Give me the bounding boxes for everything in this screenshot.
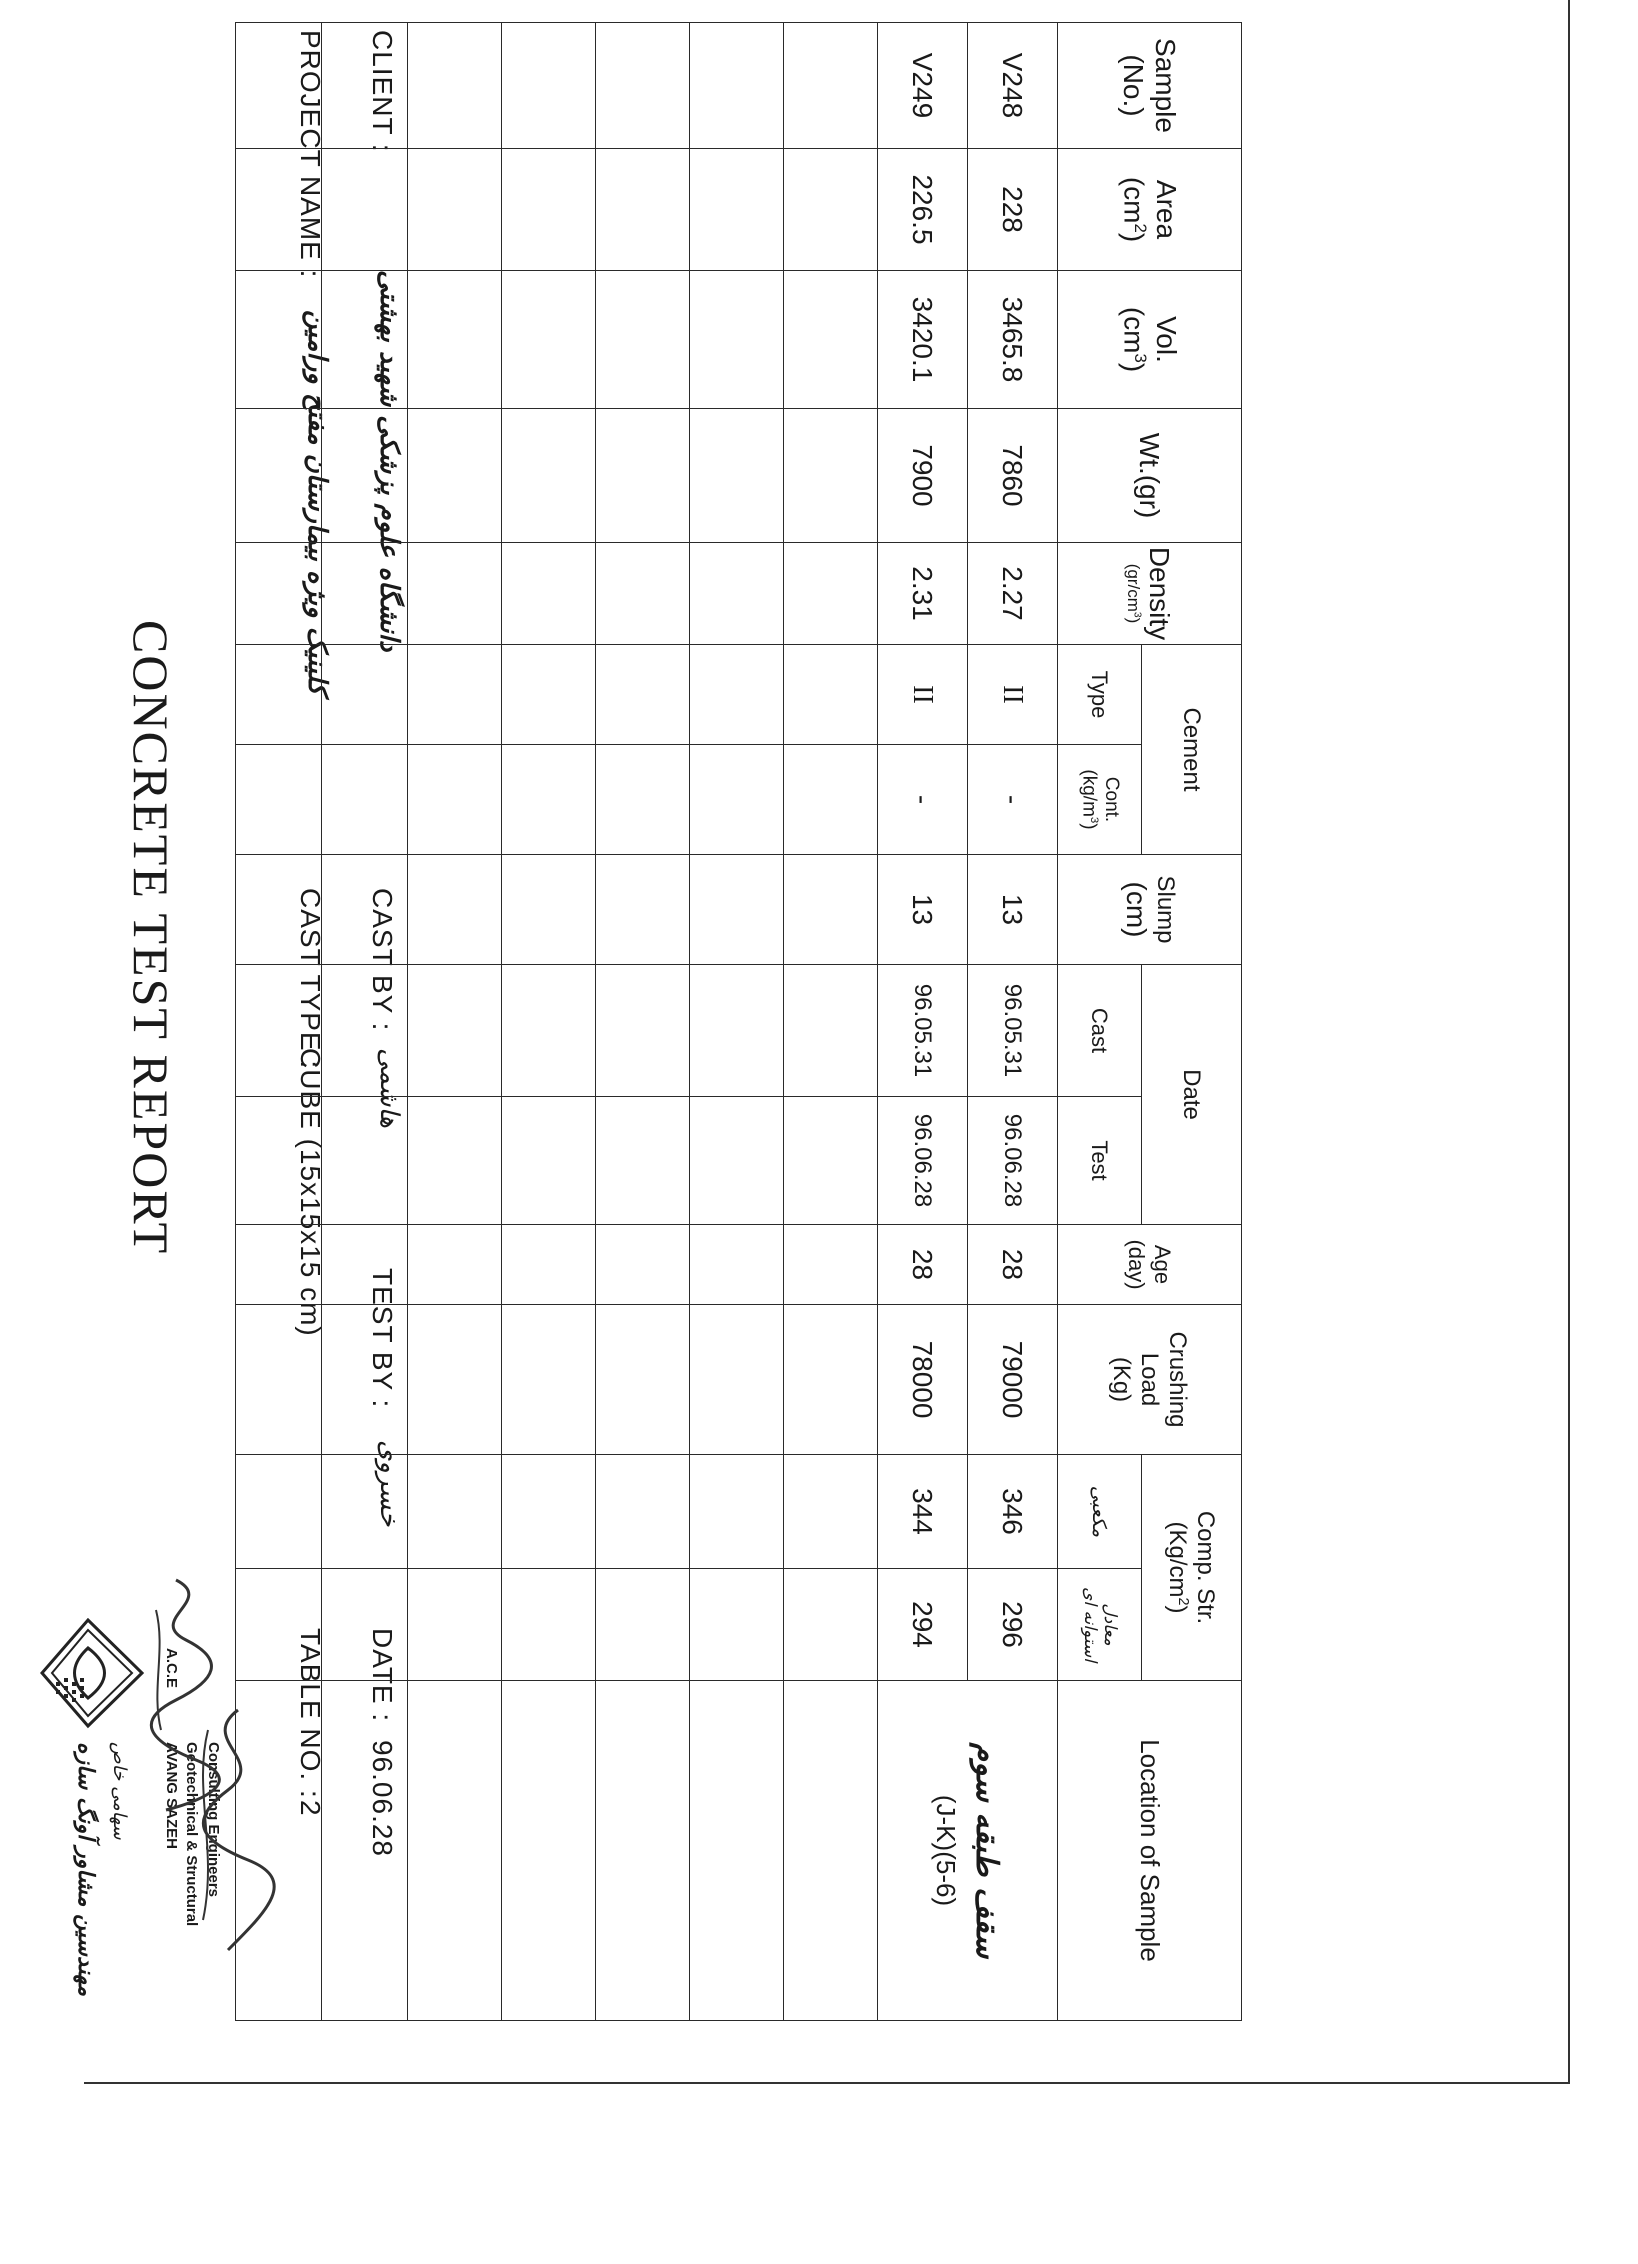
header-location: Location of Sample [1058, 1681, 1242, 2021]
company-line3: Consulting Engineers [205, 1742, 222, 1898]
header-age: Age (day) [1058, 1225, 1242, 1305]
cell-date-cast: 96.05.31 [968, 965, 1058, 1097]
cell-age: 28 [968, 1225, 1058, 1305]
table-header-row-top [1142, 23, 1242, 2021]
company-line2: Geotechnical & Structural [183, 1742, 200, 1927]
company-name-en: AVANG SAZEH [163, 1742, 180, 1849]
table-no-value: 2 [295, 1800, 326, 1817]
header-sample: Sample (No.) [1058, 23, 1242, 149]
cell-cement-cont: - [968, 745, 1058, 855]
cell-location: سقف طبقه سوم (J-K)(5-6) [878, 1681, 1058, 2021]
header-density: Density $(gr/cm^3)$ [1058, 543, 1242, 645]
cell-sample: V248 [968, 23, 1058, 149]
client-label: CLIENT : [367, 30, 398, 153]
cell-load: 79000 [968, 1305, 1058, 1455]
company-abbr: A.C.E [163, 1648, 180, 1689]
cell-density: 2.31 [878, 543, 968, 645]
header-wt: Wt.(gr) [1058, 409, 1242, 543]
header-date-test: Test [1058, 1097, 1142, 1225]
cell-comp-cylinder: 296 [968, 1569, 1058, 1681]
test-by-value: خسروی [374, 1440, 404, 1527]
cell-age: 28 [878, 1225, 968, 1305]
cell-date-test: 96.06.28 [968, 1097, 1058, 1225]
cast-type-label: CAST TYPE : [295, 888, 326, 1070]
cell-wt: 7860 [968, 409, 1058, 543]
cell-date-cast: 96.05.31 [878, 965, 968, 1097]
cell-comp-cube: 346 [968, 1455, 1058, 1569]
project-label: PROJECT NAME : [295, 30, 326, 279]
project-value: کلینیک ویژه بیمارستان مفتح ورامین [302, 310, 332, 695]
header-comp-cylinder: معادل استوانه ای [1058, 1569, 1142, 1681]
cell-slump: 13 [968, 855, 1058, 965]
cell-area: 228 [968, 149, 1058, 271]
cell-sample: V249 [878, 23, 968, 149]
header-vol: Vol. $(cm^3)$ [1058, 271, 1242, 409]
cell-slump: 13 [878, 855, 968, 965]
cell-vol: 3465.8 [968, 271, 1058, 409]
table-row-empty [690, 23, 784, 2021]
header-cement: Cement [1142, 645, 1242, 855]
table-row-empty [502, 23, 596, 2021]
header-cement-type: Type [1058, 645, 1142, 745]
report-title: CONCRETE TEST REPORT [123, 620, 179, 1256]
header-comp-str: Comp. Str. $(Kg/cm^2)$ [1142, 1455, 1242, 1681]
cell-comp-cylinder: 294 [878, 1569, 968, 1681]
table-row-empty [784, 23, 878, 2021]
date-value: 96.06.28 [367, 1740, 398, 1857]
header-area: Area $(cm^2)$ [1058, 149, 1242, 271]
cell-cement-cont: - [878, 745, 968, 855]
header-slump: Slump (cm) [1058, 855, 1242, 965]
cast-type-value: CUBE (15x15x15 cm) [295, 1048, 326, 1337]
test-by-label: TEST BY : [367, 1268, 398, 1409]
company-subtitle-fa: سهامی خاص [109, 1742, 130, 1840]
cell-vol: 3420.1 [878, 271, 968, 409]
cell-density: 2.27 [968, 543, 1058, 645]
cast-by-value: هاشمی [374, 1048, 404, 1129]
header-date-cast: Cast [1058, 965, 1142, 1097]
table-row-empty [322, 23, 408, 2021]
header-crushing: Crushing Load (Kg) [1058, 1305, 1242, 1455]
table-no-label: TABLE NO. : [295, 1628, 326, 1799]
header-comp-cube: مکعبی [1058, 1455, 1142, 1569]
client-value: دانشگاه علوم پزشکی شهید بهشتی [374, 270, 404, 652]
header-date: Date [1142, 965, 1242, 1225]
cast-by-label: CAST BY : [367, 888, 398, 1032]
signature-mark [178, 1700, 288, 1960]
table-row [968, 23, 1058, 2021]
cell-date-test: 96.06.28 [878, 1097, 968, 1225]
cell-load: 78000 [878, 1305, 968, 1455]
table-row-empty [408, 23, 502, 2021]
cell-comp-cube: 344 [878, 1455, 968, 1569]
table-row-empty [596, 23, 690, 2021]
test-results-table [235, 22, 1242, 2021]
cell-cement-type: II [968, 645, 1058, 745]
company-name-fa: مهندسین مشاور آونگ سازه [73, 1742, 98, 1997]
date-label: DATE : [367, 1628, 398, 1723]
cell-area: 226.5 [878, 149, 968, 271]
cell-cement-type: II [878, 645, 968, 745]
header-cement-cont: Cont. $(kg/m^3)$ [1058, 745, 1142, 855]
cell-wt: 7900 [878, 409, 968, 543]
